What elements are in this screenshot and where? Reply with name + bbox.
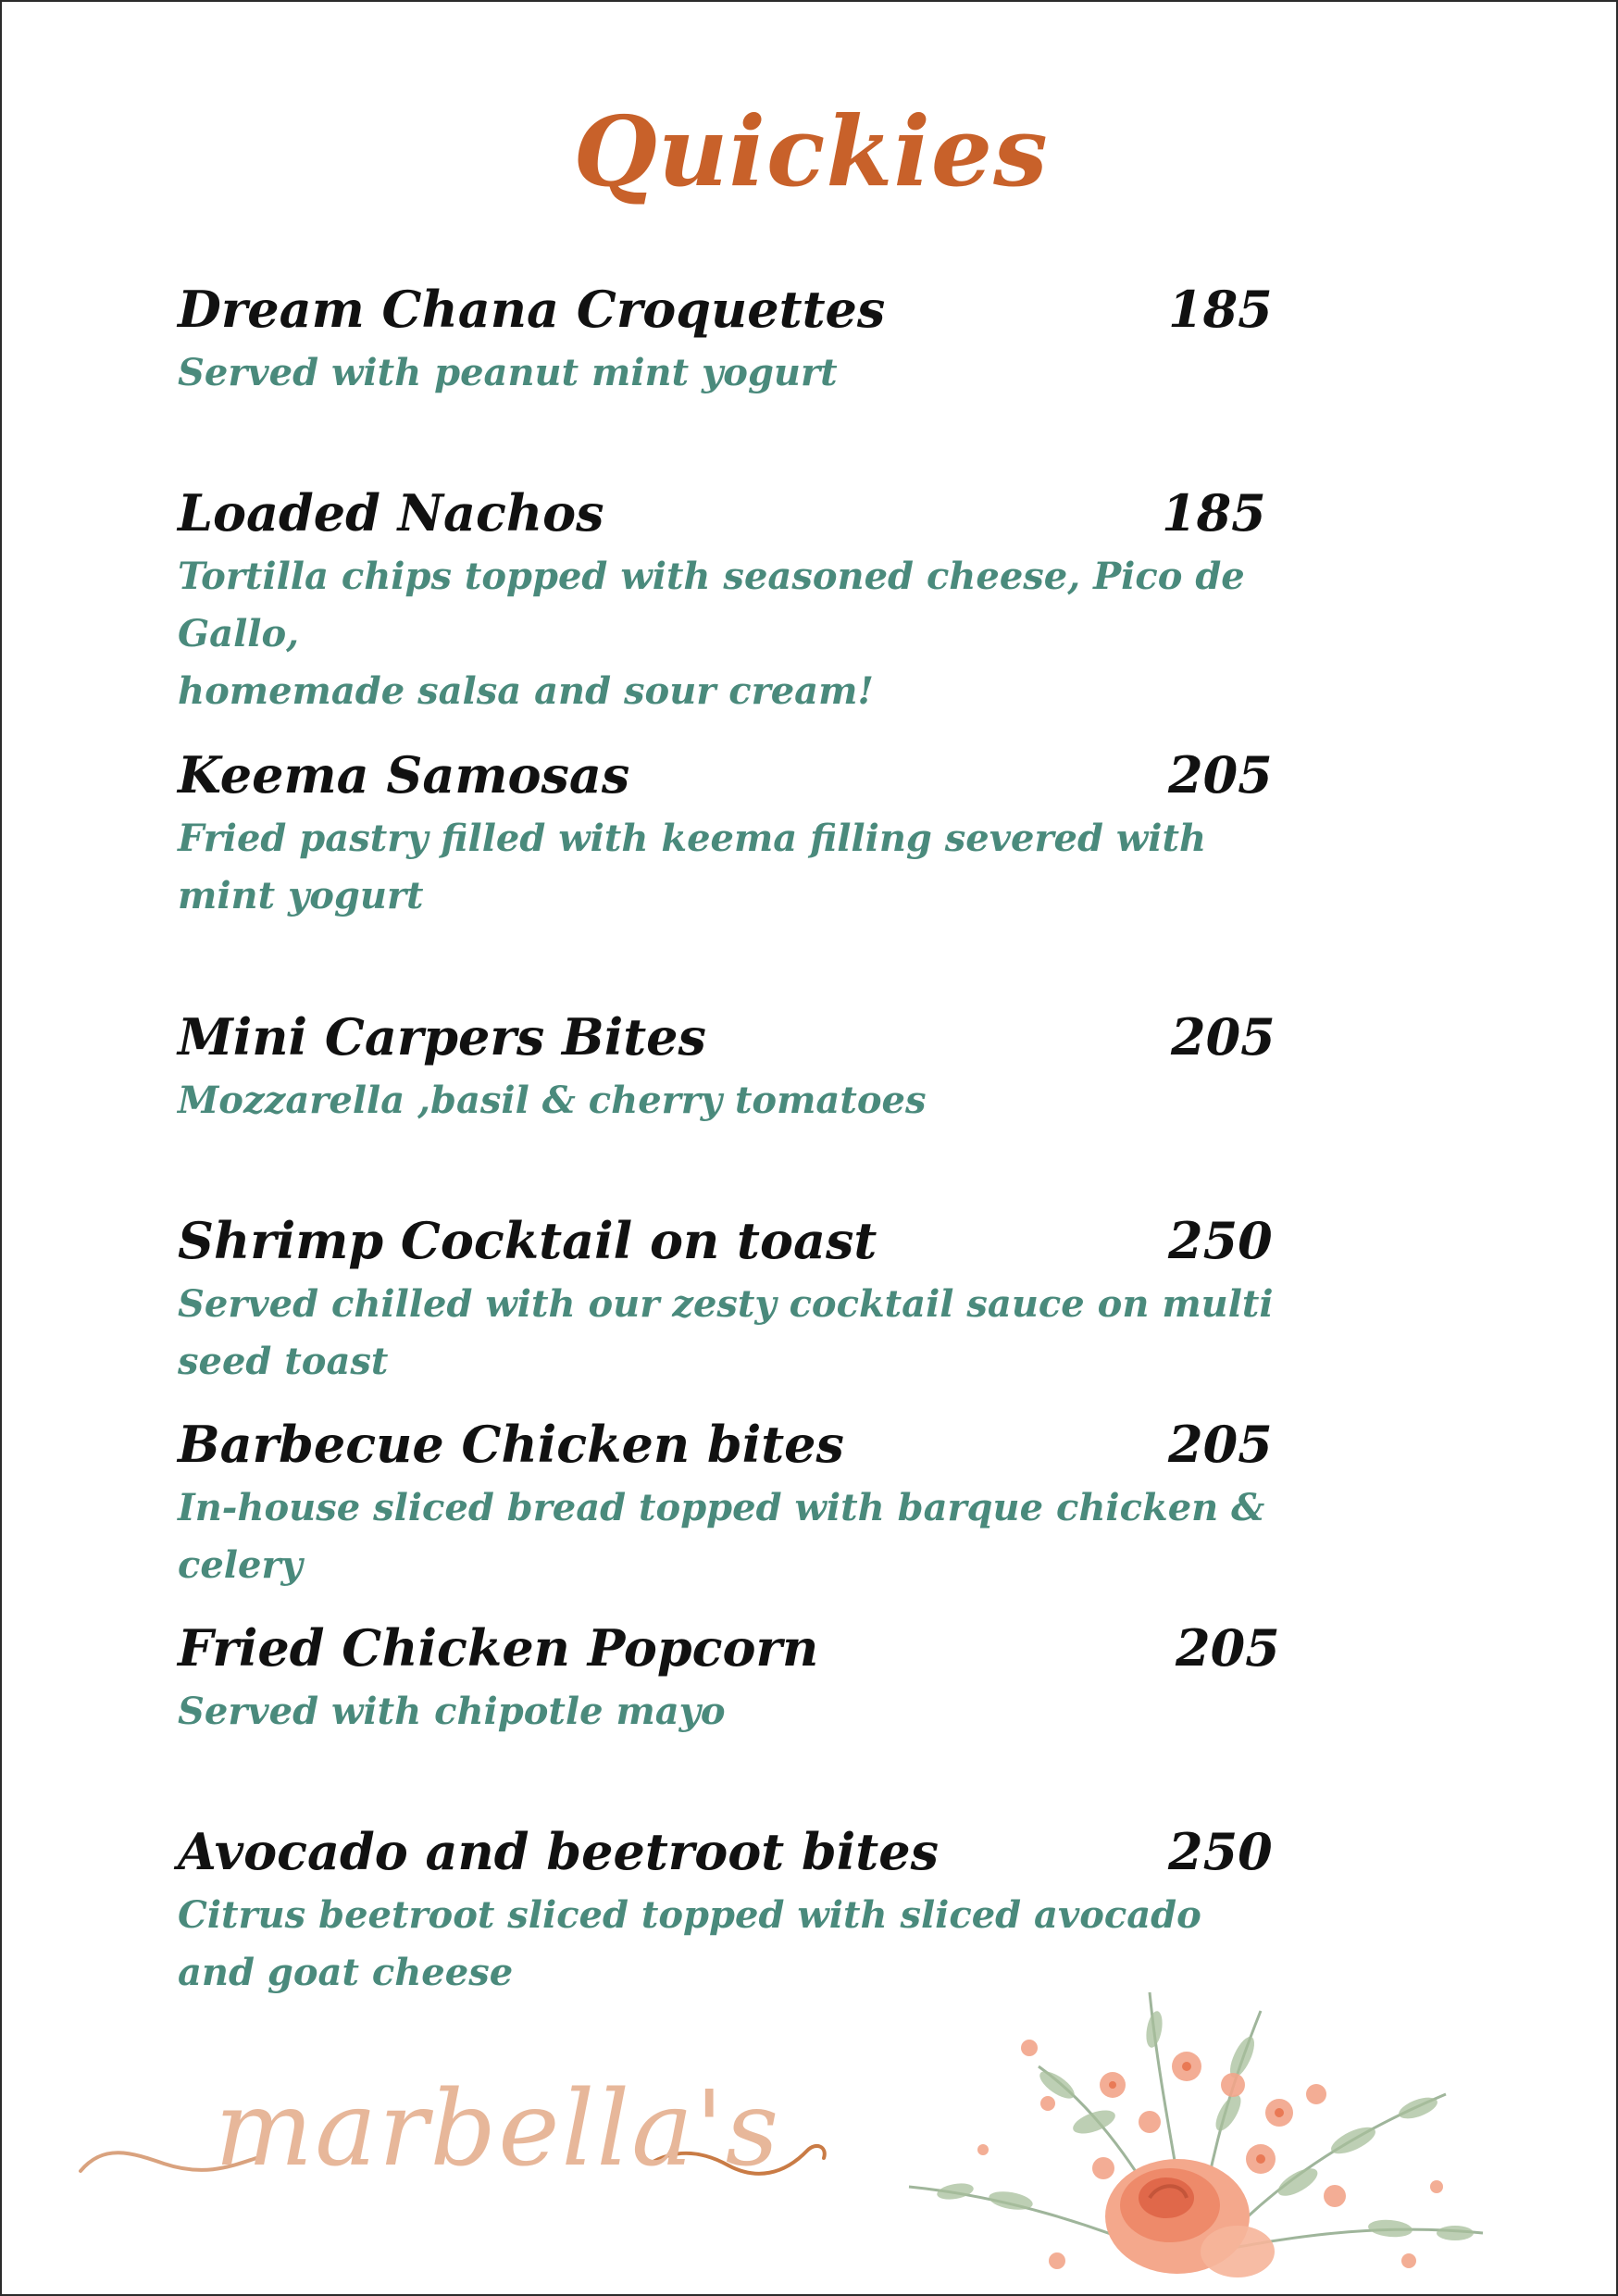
item-description: Tortilla chips topped with seasoned cheese, Pico de Gallo, homemade salsa and sour cream!: [178, 555, 1245, 713]
item-name: Loaded Nachos: [178, 483, 604, 543]
item-price: 250: [1168, 1211, 1273, 1270]
item-description: Mozzarella ,basil & cherry tomatoes: [178, 1079, 927, 1122]
floral-decoration-icon: [872, 1955, 1520, 2294]
item-description: Served with chipotle mayo: [178, 1690, 726, 1733]
item-description: Citrus beetroot sliced topped with sliced avocado and goat cheese: [178, 1893, 1201, 1994]
brand-wordmark: marbella's: [215, 2069, 781, 2190]
item-name: Dream Chana Croquettes: [178, 280, 886, 339]
item-name: Keema Samosas: [178, 745, 630, 805]
item-name: Avocado and beetroot bites: [178, 1822, 939, 1881]
item-description: Served with peanut mint yogurt: [178, 351, 838, 394]
item-price: 185: [1162, 483, 1266, 543]
item-price: 205: [1171, 1007, 1276, 1067]
item-name: Shrimp Cocktail on toast: [178, 1211, 877, 1270]
menu-title: Quickies: [573, 94, 1049, 208]
item-price: 185: [1168, 280, 1273, 339]
item-name: Mini Carpers Bites: [178, 1007, 706, 1067]
brand-logo: [76, 2062, 844, 2201]
item-price: 250: [1168, 1822, 1273, 1881]
item-price: 205: [1168, 745, 1273, 805]
item-price: 205: [1176, 1618, 1280, 1678]
item-description: In-house sliced bread topped with barque chicken & celery: [178, 1486, 1265, 1587]
item-description: Served chilled with our zesty cocktail sauce on multi seed toast: [178, 1282, 1274, 1383]
item-name: Barbecue Chicken bites: [178, 1415, 844, 1474]
item-price: 205: [1168, 1415, 1273, 1474]
item-name: Fried Chicken Popcorn: [178, 1618, 819, 1678]
item-description: Fried pastry filled with keema filling severed with mint yogurt: [178, 817, 1207, 917]
